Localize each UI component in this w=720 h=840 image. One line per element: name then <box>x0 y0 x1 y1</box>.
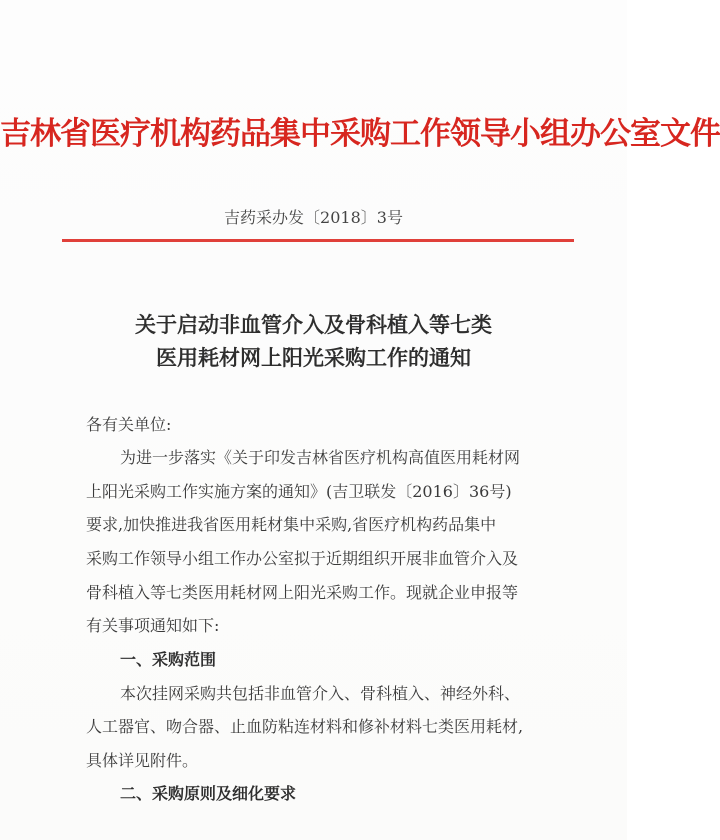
paragraph-1-line-5: 骨科植入等七类医用耗材网上阳光采购工作。现就企业申报等 <box>86 583 519 602</box>
paragraph-1-line-4: 采购工作领导小组工作办公室拟于近期组织开展非血管介入及 <box>86 549 519 568</box>
paragraph-1-line-2: 上阳光采购工作实施方案的通知》(吉卫联发〔2016〕36号) <box>86 482 512 501</box>
paragraph-1-line-3: 要求,加快推进我省医用耗材集中采购,省医疗机构药品集中 <box>86 515 497 534</box>
office-title: 吉林省医疗机构药品集中采购工作领导小组办公室文件 <box>0 116 720 152</box>
salutation: 各有关单位: <box>86 415 172 434</box>
paragraph-1-line-1: 为进一步落实《关于印发吉林省医疗机构高值医用耗材网 <box>120 448 521 467</box>
section-1-line-1: 本次挂网采购共包括非血管介入、骨科植入、神经外科、 <box>120 684 521 703</box>
notice-title-line-2: 医用耗材网上阳光采购工作的通知 <box>156 345 471 370</box>
document-number: 吉药采办发〔2018〕3号 <box>224 208 403 227</box>
section-1-line-2: 人工器官、吻合器、止血防粘连材料和修补材料七类医用耗材, <box>86 717 524 736</box>
section-1-line-3: 具体详见附件。 <box>86 751 199 770</box>
section-2-heading: 二、采购原则及细化要求 <box>120 784 297 803</box>
red-divider <box>62 239 574 242</box>
notice-title-line-1: 关于启动非血管介入及骨科植入等七类 <box>135 312 492 337</box>
paragraph-1-line-6: 有关事项通知如下: <box>86 616 220 635</box>
section-1-heading: 一、采购范围 <box>120 650 217 669</box>
